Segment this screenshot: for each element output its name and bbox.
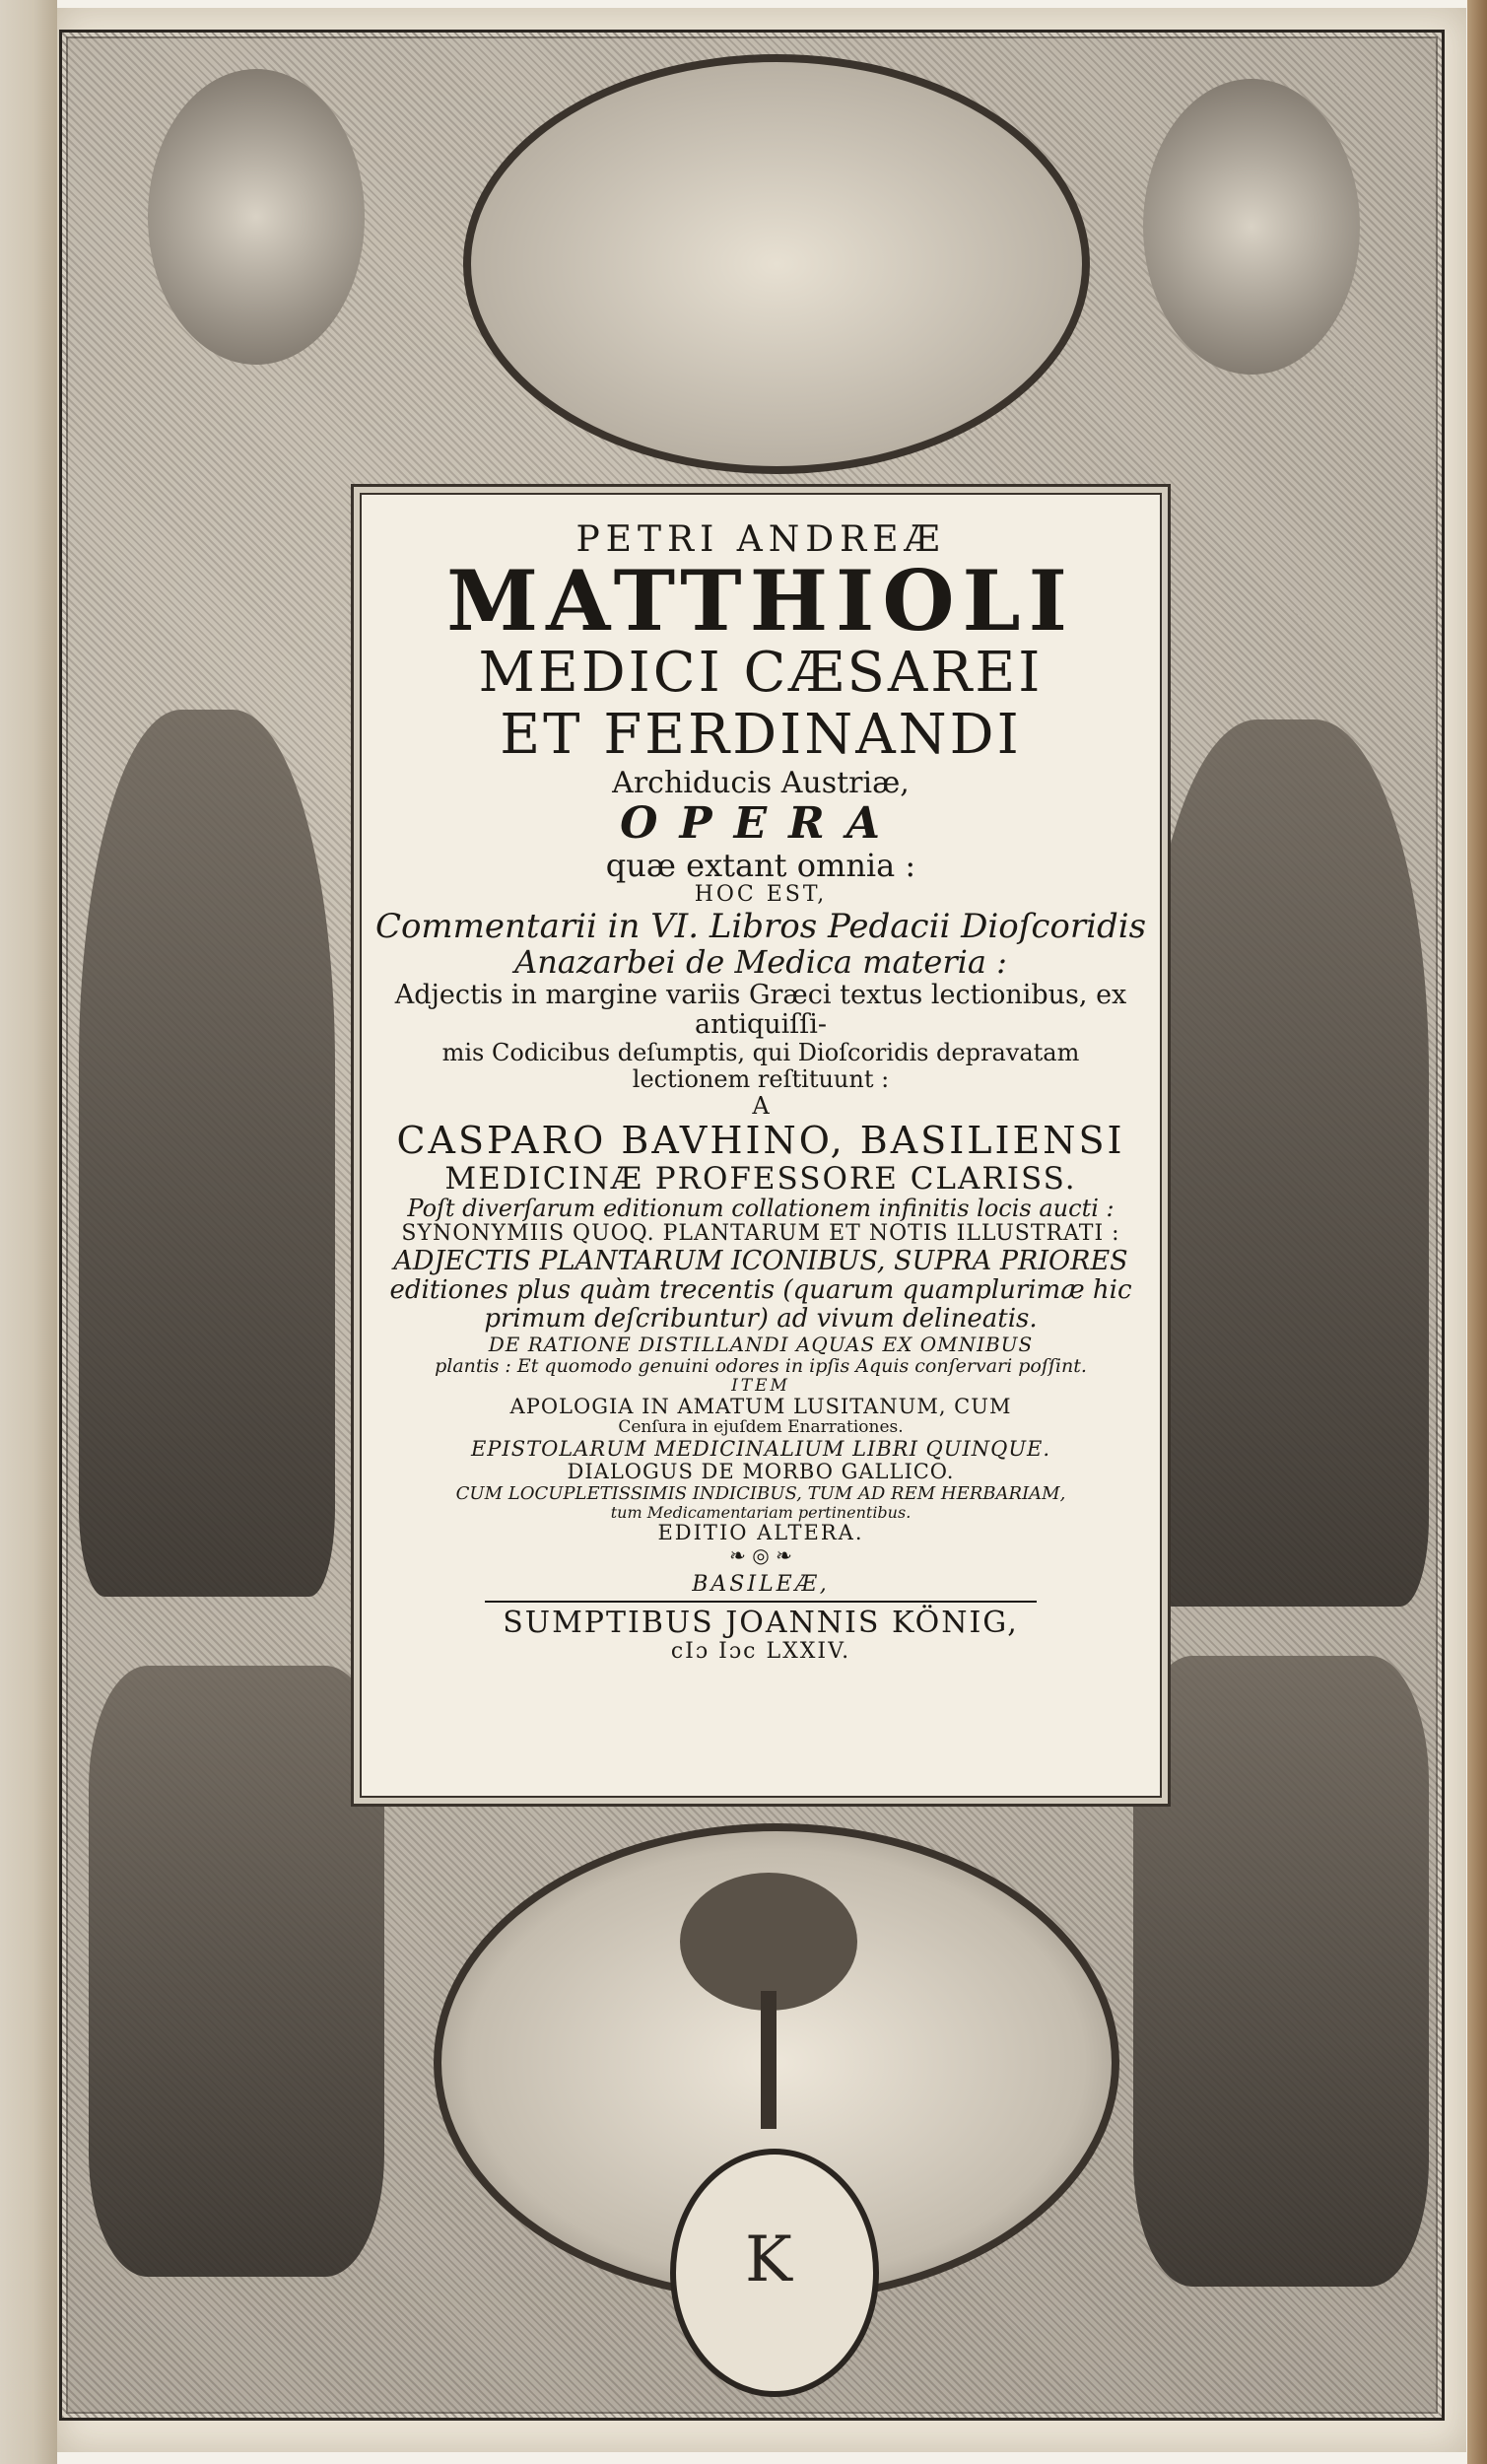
title-line: CUM LOCUPLETISSIMIS INDICIBUS, TUM AD REM HERBARIAM, bbox=[455, 1482, 1066, 1504]
title-line: mis Codicibus deſumptis, qui Dioſcoridis depravatam bbox=[441, 1039, 1080, 1067]
title-line: SYNONYMIIS QUOQ. PLANTARUM ET NOTIS ILLUSTRATI : bbox=[401, 1221, 1120, 1247]
scene-physician-patient bbox=[89, 1666, 384, 2277]
cherub-left bbox=[148, 69, 365, 365]
cherub-right bbox=[1143, 79, 1360, 375]
title-line: primum deſcribuntur) ad vivum delineatis. bbox=[484, 1304, 1038, 1335]
title-line: EPISTOLARUM MEDICINALIUM LIBRI QUINQUE. bbox=[470, 1436, 1051, 1461]
title-line: ITEM bbox=[731, 1375, 790, 1396]
title-line: Commentarii in VI. Libros Pedacii Dioſcoridis bbox=[374, 907, 1147, 947]
figure-dioscorides-left bbox=[79, 710, 335, 1597]
printer-seal bbox=[670, 2149, 879, 2397]
author-surname: MATTHIOLI bbox=[446, 552, 1075, 650]
edition-line: EDITIO ALTERA. bbox=[657, 1520, 864, 1544]
title-line: Archiducis Austriæ, bbox=[612, 765, 910, 800]
imprint-place: BASILEÆ, bbox=[692, 1571, 830, 1597]
imprint-rule bbox=[485, 1601, 1037, 1603]
title-line: DIALOGUS DE MORBO GALLICO. bbox=[567, 1460, 955, 1484]
title-line: APOLOGIA IN AMATUM LUSITANUM, CUM bbox=[509, 1394, 1012, 1418]
title-line: ET FERDINANDI bbox=[500, 703, 1022, 768]
title-line: quæ extant omnia : bbox=[605, 846, 916, 884]
imprint-date: cIɔ Iɔc LXXIV. bbox=[670, 1638, 851, 1664]
scene-apothecary bbox=[1133, 1656, 1429, 2287]
title-line: lectionem reſtituunt : bbox=[632, 1065, 890, 1094]
imprint-publisher: SUMPTIBUS JOANNIS KÖNIG, bbox=[503, 1606, 1019, 1641]
work-title: OPERA bbox=[620, 798, 902, 850]
figure-scholar-right bbox=[1143, 719, 1429, 1607]
title-line: Adjectis in margine variis Græci textus lectionibus, ex antiquiſſi- bbox=[394, 979, 1127, 1041]
top-medallion-flora bbox=[463, 54, 1090, 474]
title-line: DE RATIONE DISTILLANDI AQUAS EX OMNIBUS bbox=[488, 1333, 1034, 1357]
title-line: editiones plus quàm trecentis (quarum quamplurimæ hic bbox=[389, 1275, 1132, 1306]
title-line: Anazarbei de Medica materia : bbox=[514, 943, 1007, 982]
garden-tree bbox=[729, 1873, 808, 2129]
book-edge-right bbox=[1467, 0, 1487, 2464]
book-edge-left bbox=[0, 0, 57, 2464]
title-line: ADJECTIS PLANTARUM ICONIBUS, SUPRA PRIORES bbox=[393, 1245, 1128, 1276]
tree-trunk bbox=[761, 1991, 777, 2129]
title-line: Cenſura in ejuſdem Enarrationes. bbox=[618, 1417, 904, 1438]
tree-crown bbox=[680, 1873, 857, 2011]
title-cartouche bbox=[360, 493, 1162, 1798]
editor-name: CASPARO BAVHINO, BASILIENSI bbox=[396, 1119, 1125, 1163]
author-first-name: PETRI ANDREÆ bbox=[575, 519, 946, 560]
title-line: A bbox=[752, 1092, 770, 1121]
title-line: MEDICI CÆSAREI bbox=[478, 641, 1044, 706]
title-line: tum Medicamentariam pertinentibus. bbox=[610, 1502, 912, 1522]
editor-title: MEDICINÆ PROFESSORE CLARISS. bbox=[444, 1160, 1077, 1197]
title-line: plantis : Et quomodo genuini odores in ipſis Aquis conſervari poſſint. bbox=[435, 1354, 1087, 1377]
title-line: Poſt diverſarum editionum collationem infinitis locis aucti : bbox=[407, 1195, 1115, 1223]
seal-letter: K bbox=[745, 2224, 792, 2296]
ornament-divider: ❧ ◎ ❧ bbox=[729, 1543, 792, 1568]
title-line: HOC EST, bbox=[694, 882, 828, 908]
